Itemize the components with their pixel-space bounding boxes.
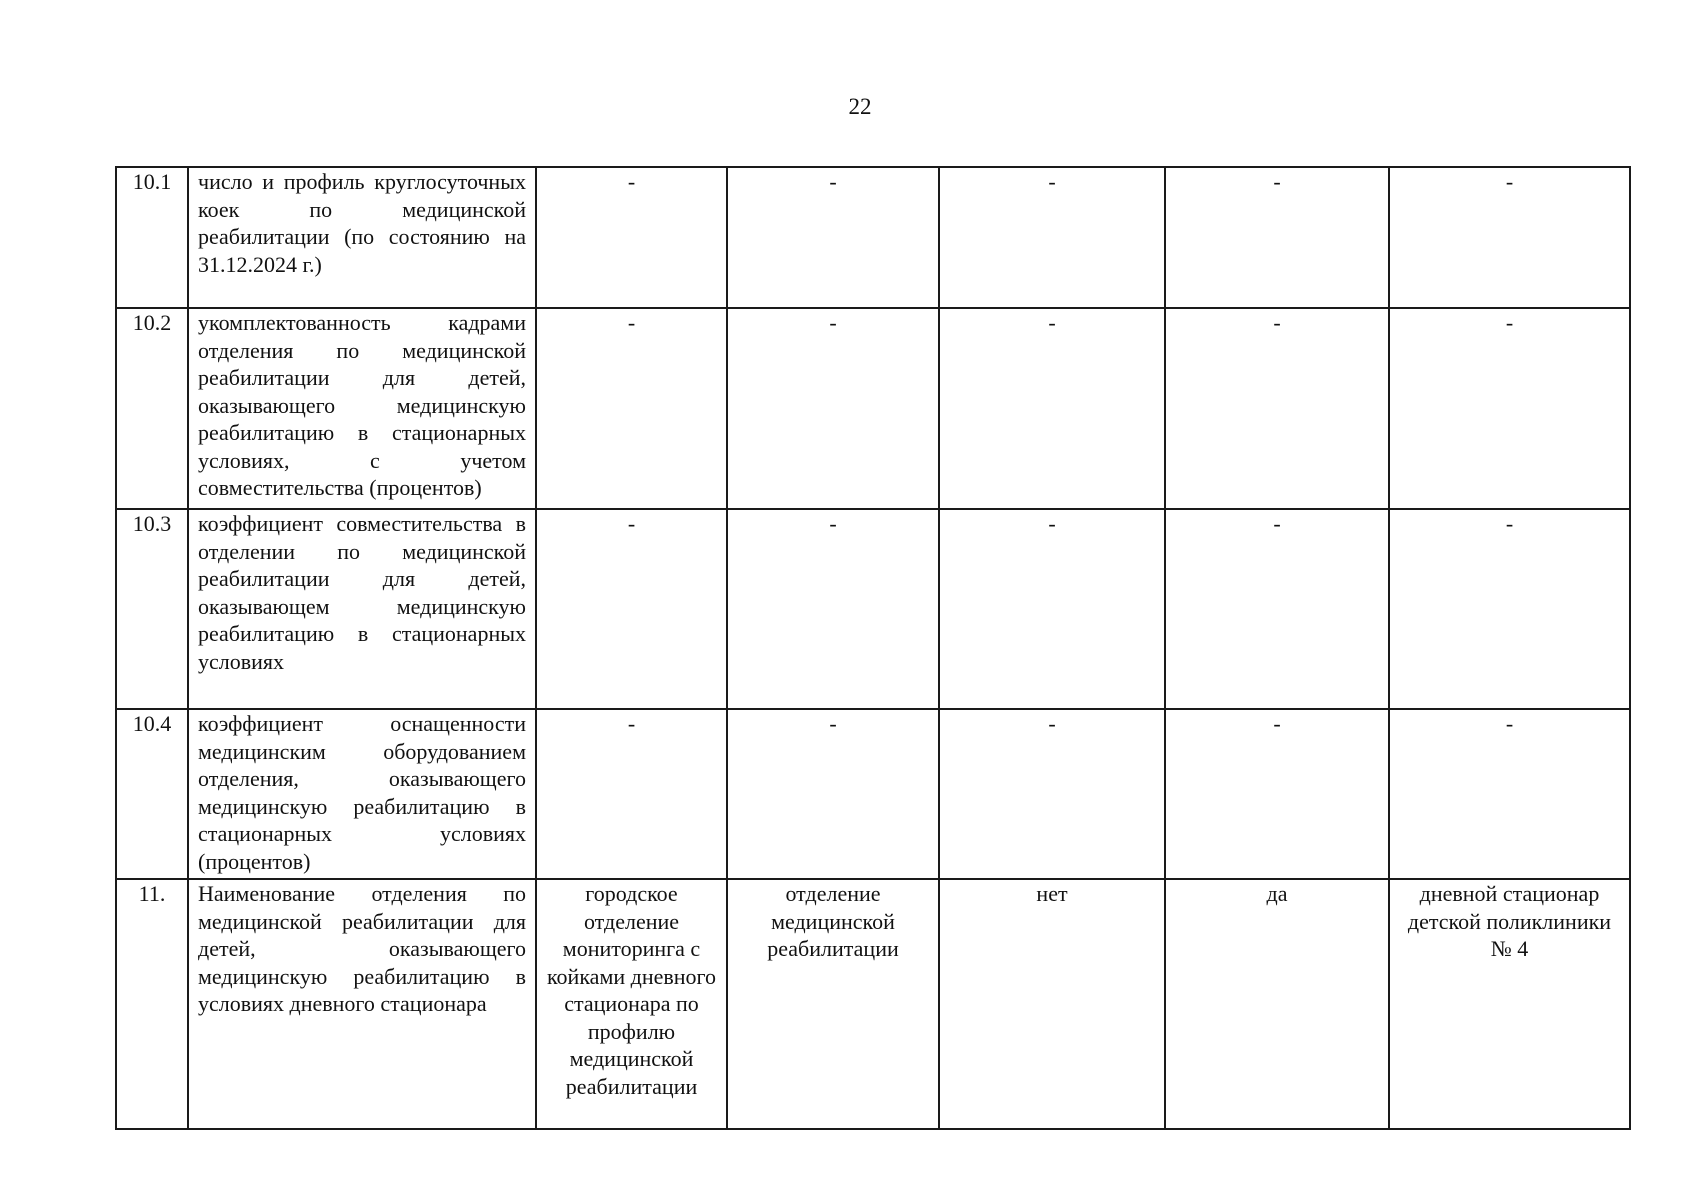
- row-description: коэффициент совместительства в отделении по медицинской реабилитации для детей, оказывающем медицинскую реабилитацию в стационарных условиях: [188, 509, 536, 709]
- value-cell: -: [536, 509, 727, 709]
- row-description: Наименование отделения по медицинской реабилитации для детей, оказывающего медицинскую реабилитацию в условиях дневного стационара: [188, 879, 536, 1129]
- value-cell: -: [536, 308, 727, 509]
- value-cell: -: [1389, 509, 1630, 709]
- value-cell: -: [536, 709, 727, 879]
- value-cell: -: [727, 509, 939, 709]
- row-description: число и профиль круглосуточных коек по медицинской реабилитации (по состоянию на 31.12.2024 г.): [188, 167, 536, 308]
- data-table: [115, 166, 1631, 1130]
- value-cell: -: [1389, 308, 1630, 509]
- value-cell: -: [1165, 308, 1389, 509]
- row-number: 11.: [116, 879, 188, 1129]
- page-number: 22: [848, 94, 872, 119]
- row-number: 10.1: [116, 167, 188, 308]
- value-cell: -: [727, 167, 939, 308]
- value-cell: -: [939, 509, 1165, 709]
- value-cell: -: [1389, 167, 1630, 308]
- table-row: [116, 509, 1630, 709]
- value-cell: -: [939, 167, 1165, 308]
- value-cell: -: [536, 167, 727, 308]
- row-description: укомплектованность кадрами отделения по медицинской реабилитации для детей, оказывающего медицинскую реабилитацию в стационарных условиях, с учетом совместительства (процентов): [188, 308, 536, 509]
- value-cell: да: [1165, 879, 1389, 1129]
- value-cell: -: [727, 709, 939, 879]
- value-cell: -: [727, 308, 939, 509]
- value-cell: -: [1165, 709, 1389, 879]
- row-number: 10.3: [116, 509, 188, 709]
- row-number: 10.2: [116, 308, 188, 509]
- value-cell: дневной стационар детской поликлиники № 4: [1389, 879, 1630, 1129]
- value-cell: -: [1165, 167, 1389, 308]
- value-cell: нет: [939, 879, 1165, 1129]
- value-cell: -: [1165, 509, 1389, 709]
- table-row: [116, 308, 1630, 509]
- value-cell: -: [939, 709, 1165, 879]
- value-cell: городское отделение мониторинга с койками дневного стационара по профилю медицинской реабилитации: [536, 879, 727, 1129]
- table-row: [116, 167, 1630, 308]
- table-row: [116, 879, 1630, 1129]
- row-number: 10.4: [116, 709, 188, 879]
- row-description: коэффициент оснащенности медицинским оборудованием отделения, оказывающего медицинскую реабилитацию в стационарных условиях (процентов): [188, 709, 536, 879]
- value-cell: отделение медицинской реабилитации: [727, 879, 939, 1129]
- table-row: [116, 709, 1630, 879]
- value-cell: -: [939, 308, 1165, 509]
- value-cell: -: [1389, 709, 1630, 879]
